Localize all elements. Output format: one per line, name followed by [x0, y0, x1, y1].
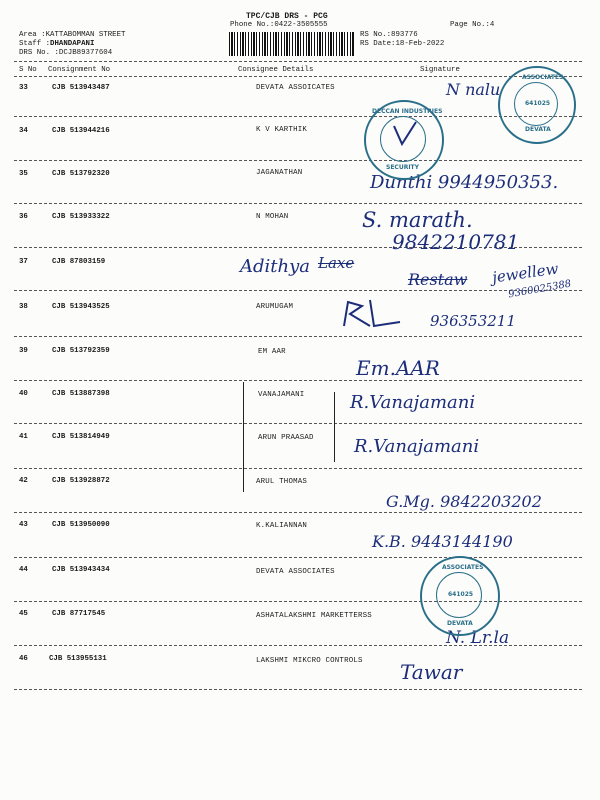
- page-number: Page No.:4: [450, 21, 495, 29]
- bracket-line: [243, 382, 244, 492]
- signature-35: Dunthi 9944950353.: [370, 172, 559, 193]
- row-sno: 45: [19, 610, 28, 618]
- company-stamp-security: [364, 100, 444, 180]
- row-consignee: JAGANATHAN: [256, 169, 303, 177]
- row-consignment: CJB 513944216: [52, 127, 110, 135]
- stamp-text: DECCAN INDUSTRIES: [372, 108, 443, 115]
- col-signature: Signature: [420, 66, 460, 74]
- row-sno: 33: [19, 84, 28, 92]
- stamp-text: 641025: [448, 591, 474, 598]
- row-consignment: CJB 513887398: [52, 390, 110, 398]
- row-consignment: CJB 513943434: [52, 566, 110, 574]
- stamp-text: 641025: [525, 100, 551, 107]
- row-consignment: CJB 513792359: [52, 347, 110, 355]
- row-sno: 36: [19, 213, 28, 221]
- row-sno: 44: [19, 566, 28, 574]
- row-consignee: ARUMUGAM: [256, 303, 294, 311]
- row-consignment: CJB 87717545: [52, 610, 106, 618]
- col-consignee: Consignee Details: [238, 66, 314, 74]
- signature-36-phone: 9842210781: [392, 230, 520, 254]
- signature-38-phone: 936353211: [430, 312, 516, 330]
- row-divider: [14, 557, 582, 558]
- area-label: Area :KATTABOMMAN STREET: [19, 31, 126, 39]
- row-consignment: CJB 513955131: [49, 655, 107, 663]
- row-consignee: N MOHAN: [256, 213, 289, 221]
- signature-41: R.Vanajamani: [354, 436, 480, 457]
- row-consignment: CJB 513792320: [52, 170, 110, 178]
- row-consignment: CJB 513943487: [52, 84, 110, 92]
- stamp-inner-ring: [380, 116, 426, 162]
- row-sno: 37: [19, 258, 28, 266]
- signature-37-word: Laxe: [318, 254, 355, 272]
- row-consignment: CJB 513933322: [52, 213, 110, 221]
- row-consignee: LAKSHMI MIKCRO CONTROLS: [256, 657, 363, 665]
- row-divider: [14, 689, 582, 690]
- row-consignment: CJB 513943525: [52, 303, 110, 311]
- row-sno: 46: [19, 655, 28, 663]
- signature-37-phone: 9360025388: [507, 278, 573, 301]
- row-sno: 40: [19, 390, 28, 398]
- row-divider: [14, 512, 582, 513]
- signature-36-name: S. marath.: [362, 208, 473, 232]
- staff-label: Staff :DHANDAPANI: [19, 40, 95, 48]
- row-consignee: DEVATA ASSOICATES: [256, 84, 335, 92]
- row-consignment: CJB 513814949: [52, 433, 110, 441]
- company-stamp-devata: [420, 556, 500, 636]
- row-consignee: K.KALIANNAN: [256, 522, 307, 530]
- signature-39: Em.AAR: [356, 356, 440, 380]
- row-consignee: EM AAR: [258, 348, 286, 356]
- drs-title: TPC/CJB DRS - PCG: [246, 12, 328, 21]
- staff-name: DHANDAPANI: [50, 40, 95, 48]
- stamp-text: DEVATA: [525, 126, 551, 133]
- row-consignee: ASHATALAKSHMI MARKETTERSS: [256, 612, 372, 620]
- row-sno: 42: [19, 477, 28, 485]
- signature-43: K.B. 9443144190: [372, 532, 513, 551]
- row-consignee: VANAJAMANI: [258, 391, 305, 399]
- row-sno: 35: [19, 170, 28, 178]
- row-divider: [14, 203, 582, 204]
- col-sno: S No: [19, 66, 37, 74]
- row-divider: [14, 290, 582, 291]
- phone-number: Phone No.:0422-3505555: [230, 21, 328, 29]
- stamp-text: SECURITY: [386, 164, 419, 171]
- signature-45: N. Lr.la: [446, 628, 510, 648]
- row-sno: 34: [19, 127, 28, 135]
- row-sno: 43: [19, 521, 28, 529]
- stamp-text: ASSOCIATES: [522, 74, 564, 81]
- row-divider: [14, 116, 582, 117]
- signature-37-word2: Restaw: [408, 270, 468, 289]
- drs-number: DRS No. :DCJB89377604: [19, 49, 113, 57]
- signature-37-name: Adithya: [240, 256, 311, 277]
- row-consignee: ARUN PRAASAD: [258, 434, 314, 442]
- row-consignment: CJB 513928872: [52, 477, 110, 485]
- stamp-text: ASSOCIATES: [442, 564, 484, 571]
- row-consignment: CJB 87803159: [52, 258, 106, 266]
- row-divider: [14, 468, 582, 469]
- row-consignment: CJB 513950090: [52, 521, 110, 529]
- bracket-line: [334, 392, 335, 462]
- row-divider: [14, 423, 582, 424]
- barcode: [229, 32, 354, 56]
- row-divider: [14, 160, 582, 161]
- row-divider: [14, 380, 582, 381]
- signature-33: N nalu: [446, 80, 501, 99]
- header-divider-bottom: [14, 76, 582, 77]
- signature-37-word3: jewellew: [491, 259, 560, 287]
- row-sno: 41: [19, 433, 28, 441]
- header-divider-top: [14, 61, 582, 62]
- signature-38-mark: [340, 296, 410, 330]
- row-consignee: K V KARTHIK: [256, 126, 307, 134]
- row-sno: 38: [19, 303, 28, 311]
- row-consignee: DEVATA ASSOCIATES: [256, 568, 335, 576]
- col-consignment: Consignment No: [48, 66, 111, 74]
- row-divider: [14, 336, 582, 337]
- rs-date: RS Date:18-Feb-2022: [360, 40, 445, 48]
- signature-42: G.Mg. 9842203202: [386, 492, 542, 511]
- rs-number: RS No.:893776: [360, 31, 418, 39]
- row-consignee: ARUL THOMAS: [256, 478, 307, 486]
- company-stamp-associates: [498, 66, 576, 144]
- signature-40: R.Vanajamani: [350, 392, 476, 413]
- row-sno: 39: [19, 347, 28, 355]
- stamp-text: DEVATA: [447, 620, 473, 627]
- signature-46: Tawar: [400, 660, 463, 684]
